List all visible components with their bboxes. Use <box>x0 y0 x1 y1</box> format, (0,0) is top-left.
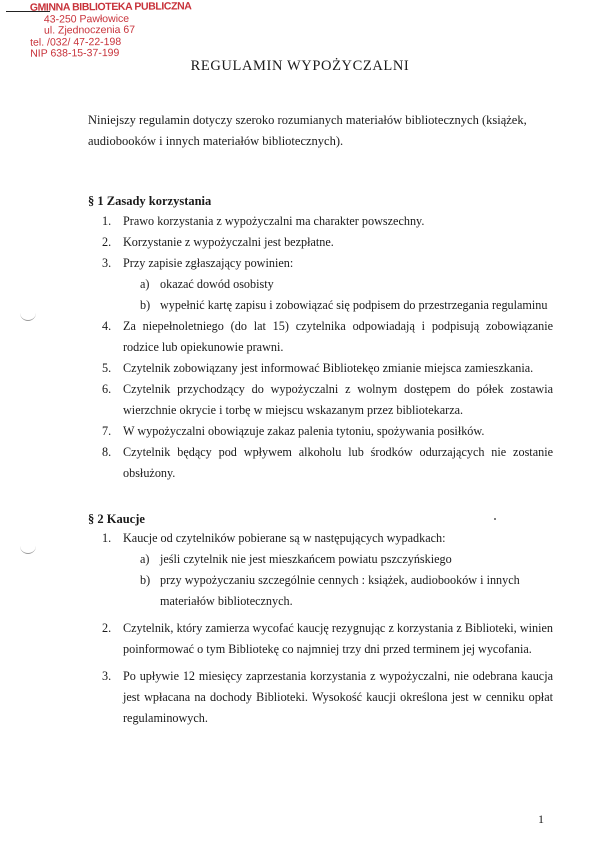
punch-hole-mark <box>20 543 36 554</box>
section-1-heading: § 1 Zasady korzystania <box>88 194 212 208</box>
scan-speck <box>494 518 496 520</box>
section-2-heading: § 2 Kaucje <box>88 512 145 526</box>
intro-paragraph: Niniejszy regulamin dotyczy szeroko rozumianych materiałów bibliotecznych (książek, audiobooków i innych materiałów bibliotecznych). <box>88 113 527 148</box>
stamp-line-1: GMINNA BIBLIOTEKA PUBLICZNA <box>29 0 192 14</box>
stamp-line-2: 43-250 Pawłowice <box>43 12 130 26</box>
stamp-line-5: NIP 638-15-37-199 <box>30 47 120 61</box>
library-stamp <box>30 1 192 60</box>
document-title: REGULAMIN WYPOŻYCZALNI <box>190 58 410 74</box>
sub-item: a) okazać dowód osobisty <box>140 277 274 291</box>
stamp-line-4: tel. /032/ 47-22-198 <box>30 35 122 49</box>
section-1-list <box>88 211 553 484</box>
sub-item: b) wypełnić kartę zapisu i zobowiązać się podpisem do przestrzegania regulaminu <box>140 298 548 312</box>
sub-item: b) przy wypożyczaniu szczególnie cennych : książek, audiobooków i innych materiałów bibliotecznych. <box>140 573 520 608</box>
page-number: 1 <box>538 812 544 826</box>
section-2-list <box>88 528 553 729</box>
list-item: 4. Za niepełnoletniego (do lat 15) czytelnika odpowiadają i podpisują zobowiązanie rodzice lub opiekunowie prawni. <box>102 319 553 354</box>
list-item: 2. Korzystanie z wypożyczalni jest bezpłatne. <box>102 235 334 249</box>
punch-hole-mark <box>20 310 36 321</box>
sub-item: a) jeśli czytelnik nie jest mieszkańcem powiatu pszczyńskiego <box>140 552 452 566</box>
list-item: 1. Kaucje od czytelników pobierane są w następujących wypadkach: <box>102 531 446 545</box>
list-item: 1. Prawo korzystania z wypożyczalni ma charakter powszechny. <box>102 214 425 228</box>
stamp-line-3: ul. Zjednoczenia 67 <box>43 23 136 37</box>
list-item: 2. Czytelnik, który zamierza wycofać kaucję rezygnując z korzystania z Biblioteki, winien poinformować o tym Bibliotekę co najmniej trzy dni przed terminem jej wycofania. <box>102 621 553 656</box>
list-item: 6. Czytelnik przychodzący do wypożyczalni z wolnym dostępem do półek zostawia wierzchnie okrycie i torbę w miejscu wskazanym przez bibliotekarza. <box>102 382 553 417</box>
list-item: 3. Po upływie 12 miesięcy zaprzestania korzystania z wypożyczalni, nie odebrana kaucja jest wpłacana na dochody Biblioteki. Wysokość kaucji określona jest w cenniku opłat regulaminowych. <box>102 669 553 725</box>
list-item: 3. Przy zapisie zgłaszający powinien: <box>102 256 294 270</box>
list-item: 7. W wypożyczalni obowiązuje zakaz palenia tytoniu, spożywania posiłków. <box>102 424 485 438</box>
list-item: 5. Czytelnik zobowiązany jest informować Bibliotekęo zmianie miejsca zamieszkania. <box>102 361 534 375</box>
list-item: 8. Czytelnik będący pod wpływem alkoholu lub środków odurzających nie zostanie obsłużony. <box>102 445 553 480</box>
